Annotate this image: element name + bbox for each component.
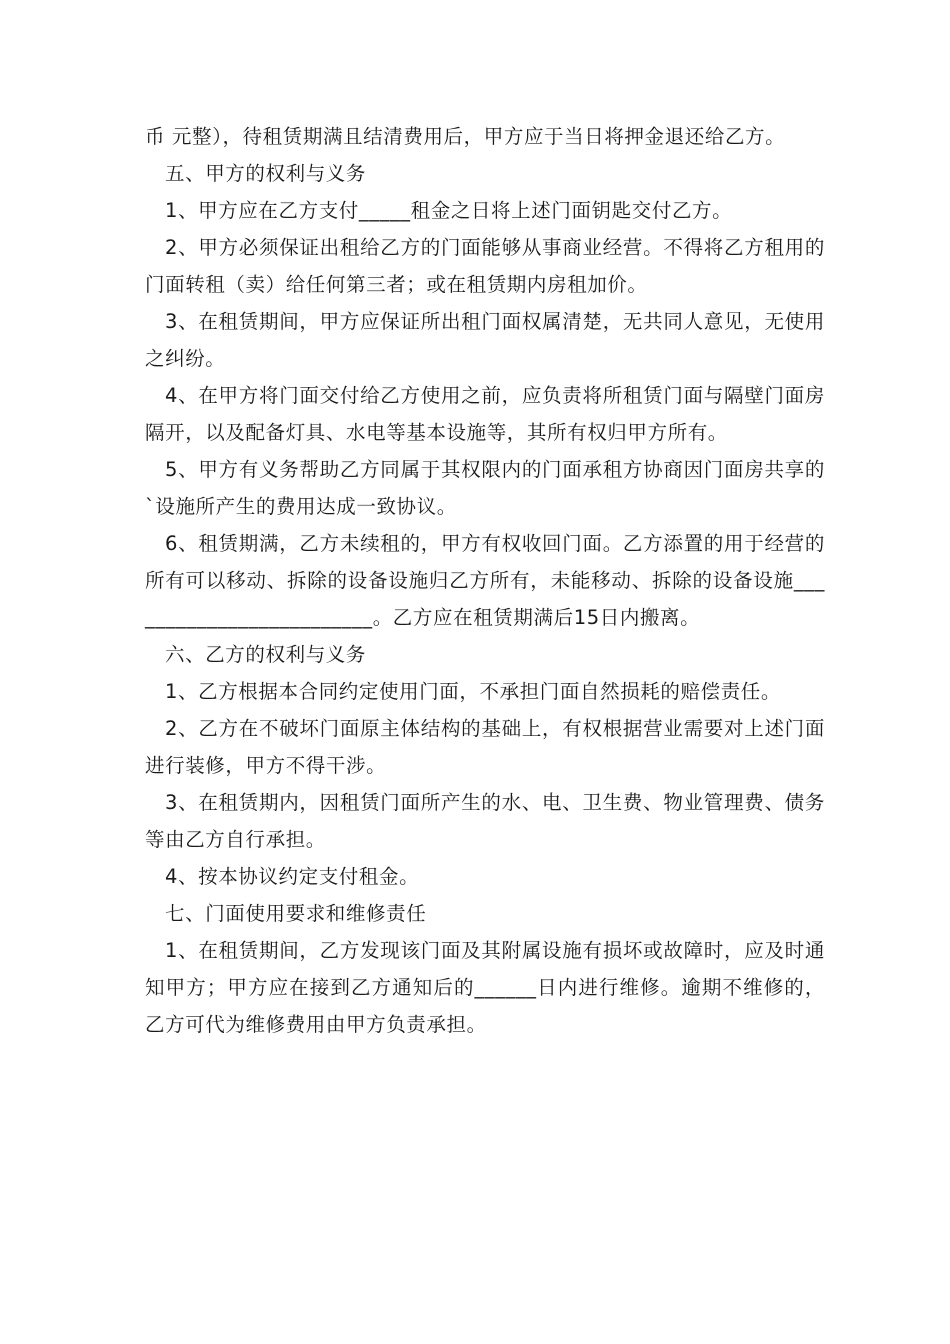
paragraph: 3、在租赁期内，因租赁门面所产生的水、电、卫生费、物业管理费、债务等由乙方自行承担。 xyxy=(145,791,825,851)
paragraph: 2、乙方在不破坏门面原主体结构的基础上，有权根据营业需要对上述门面进行装修，甲方不得干涉。 xyxy=(145,717,825,777)
paragraph: 3、在租赁期间，甲方应保证所出租门面权属清楚，无共同人意见，无使用之纠纷。 xyxy=(145,310,825,370)
paragraph: 6、租赁期满，乙方未续租的，甲方有权收回门面。乙方添置的用于经营的所有可以移动、拆除的设备设施归乙方所有，未能移动、拆除的设备设施_________________________。乙方应在租赁期满后15日内搬离。 xyxy=(145,532,825,629)
section-heading: 五、甲方的权利与义务 xyxy=(165,162,367,185)
section-heading: 七、门面使用要求和维修责任 xyxy=(165,902,427,925)
paragraph: 5、甲方有义务帮助乙方同属于其权限内的门面承租方协商因门面房共享的`设施所产生的费用达成一致协议。 xyxy=(145,458,825,518)
document-body xyxy=(145,118,825,1043)
paragraph: 4、按本协议约定支付租金。 xyxy=(165,865,420,888)
section-heading: 六、乙方的权利与义务 xyxy=(165,643,367,666)
paragraph: 币 元整），待租赁期满且结清费用后，甲方应于当日将押金退还给乙方。 xyxy=(145,125,786,148)
paragraph: 1、在租赁期间，乙方发现该门面及其附属设施有损坏或故障时，应及时通知甲方；甲方应在接到乙方通知后的______日内进行维修。逾期不维修的，乙方可代为维修费用由甲方负责承担。 xyxy=(145,939,825,1036)
paragraph: 1、甲方应在乙方支付_____租金之日将上述门面钥匙交付乙方。 xyxy=(165,199,733,222)
paragraph: 4、在甲方将门面交付给乙方使用之前，应负责将所租赁门面与隔壁门面房隔开，以及配备灯具、水电等基本设施等，其所有权归甲方所有。 xyxy=(145,384,825,444)
paragraph: 1、乙方根据本合同约定使用门面，不承担门面自然损耗的赔偿责任。 xyxy=(165,680,782,703)
paragraph: 2、甲方必须保证出租给乙方的门面能够从事商业经营。不得将乙方租用的门面转租（卖）给任何第三者；或在租赁期内房租加价。 xyxy=(145,236,825,296)
